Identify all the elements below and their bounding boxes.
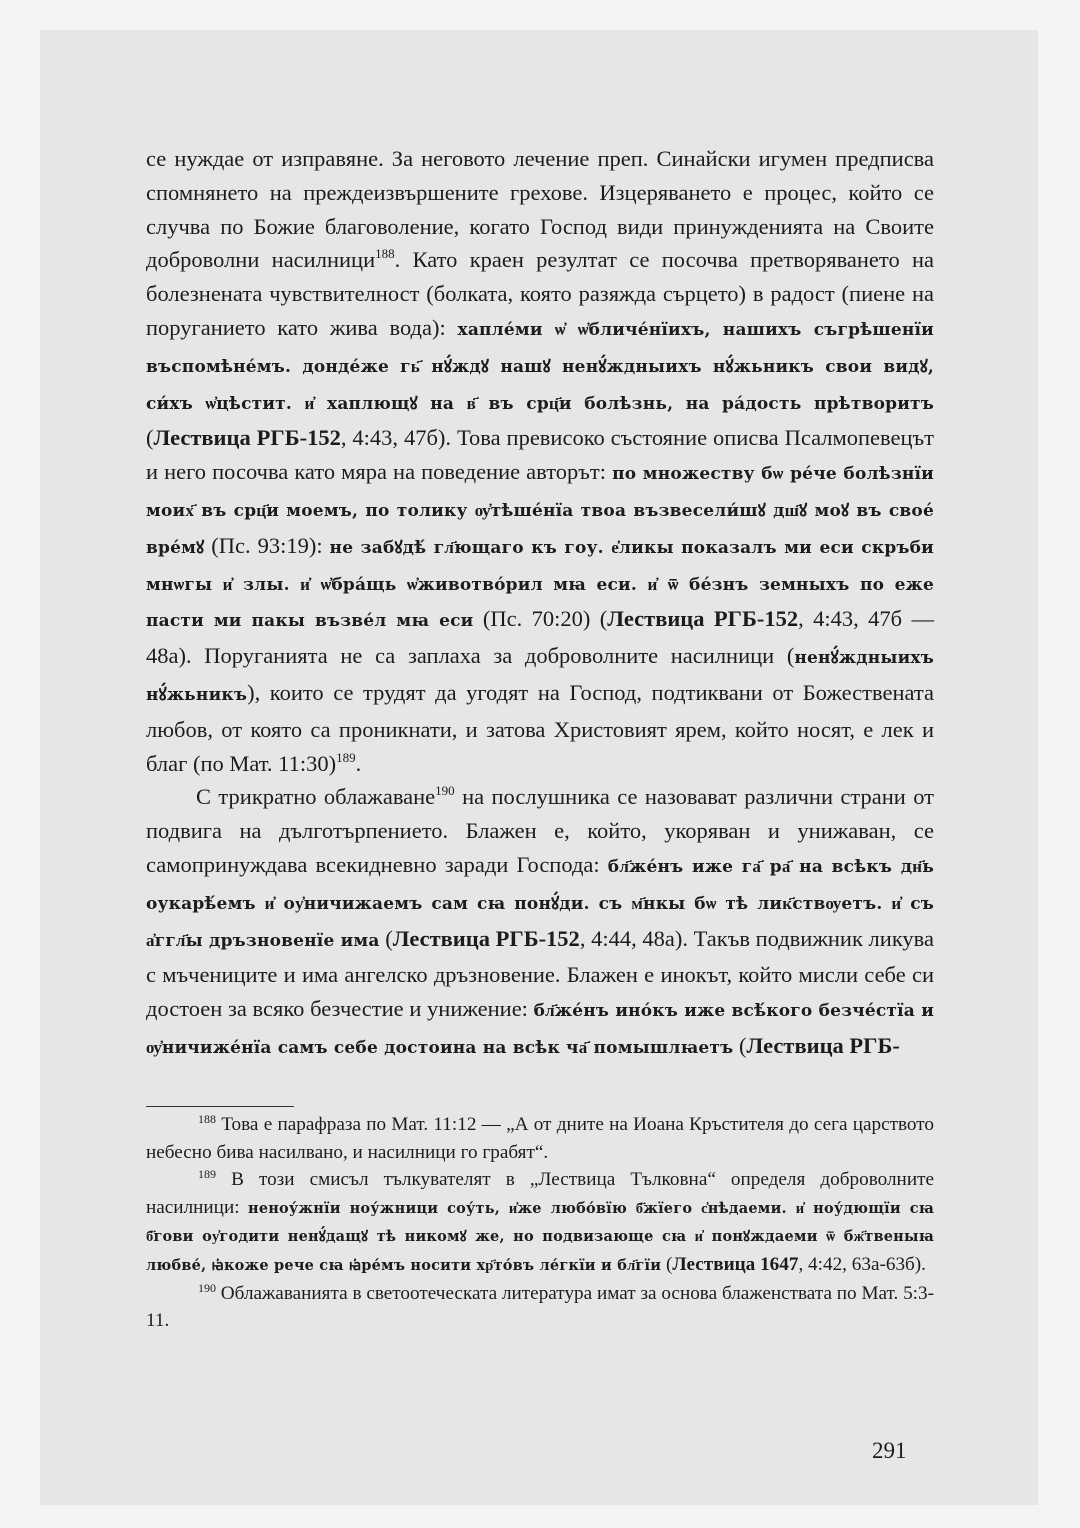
footnote-marker: 190 [435, 783, 455, 799]
text-run: ( [733, 1032, 747, 1058]
text-run: се нуждае от изправяне. За неговото лечение преп. Синайски игумен предписва спомнянето на преждеизвършените грехове. Изцеряването е процес, който се случва по Божие благоволение, когато Господ види принужденията на Своите доброволни насилници [146, 146, 934, 273]
footnote-marker: 189 [336, 749, 356, 765]
source-reference: Лествица 1647 [672, 1253, 799, 1275]
text-run: ), които се трудят да угодят на Господ, подтиквани от Божествената любов, от която са проникнати, и затова Христовият ярем, който носят, е лек и благ (по Мат. 11:30) [146, 679, 934, 776]
paragraph-1 [146, 142, 934, 780]
text-run: В този смисъл тълкувателят в „Лествица Тълковна“ определя доброволните насилници: [146, 1169, 934, 1218]
source-reference: Лествица РГБ-152 [153, 425, 341, 451]
slavonic-quote: ненꙋ́ждныихъ нꙋ́жьникъ [146, 648, 934, 705]
text-run: на послушника се назовават различни страни от подвига на дълготърпението. Блажен е, който, укоряван и унижаван, се самопринуждава всекидневно заради Господа: [146, 784, 935, 877]
slavonic-quote: бл҃же́нъ ино́къ иже всѣ́кого безче́стїа и ѹ҆ничиже́нїа самъ себе достоина на всѣк ча҃ помышлꙗетъ [146, 1001, 935, 1058]
text-run: . Като краен резултат се посочва претворяването на болезнената чувствителност (болката, която разяжда сърцето) в радост (пиене на поруганието като жива вода): [146, 247, 935, 340]
source-reference: Лествица РГБ-152 [392, 925, 580, 951]
footnote-188 [146, 1111, 934, 1166]
footnote-separator [146, 1106, 294, 1107]
text-run: С трикратно облажаване [196, 784, 436, 810]
footnote-marker: 188 [375, 246, 395, 262]
text-run: , 4:42, 63а-63б). [798, 1253, 926, 1275]
source-reference: Лествица РГБ-152 [607, 606, 799, 632]
text-run: ( [379, 925, 393, 951]
footnote-marker: 190 [198, 1280, 216, 1295]
text-run: . [355, 750, 362, 776]
source-reference: Лествица РГБ- [746, 1032, 900, 1058]
text-run: (Пс. 93:19): [204, 532, 330, 558]
footnotes [146, 1111, 934, 1335]
footnote-marker: 188 [198, 1112, 216, 1126]
paragraph-2 [146, 780, 934, 1065]
text-run: Това е парафраза по Мат. 11:12 — „А от дните на Иоана Кръстителя до сега царството небесно бива насилвано, и насилници го грабят“. [146, 1114, 934, 1163]
slavonic-quote: хапле́ми ѡ҆ ѡ҆бличе́нїихъ, нашихъ съгрѣшенїи въспомѣне́мъ. донде́же гь҃ нꙋ́ждꙋ нашꙋ ненꙋ́ждныихъ нꙋ́жьникъ свои видꙋ, си́хъ ѡ҆цѣстит. и҆ хаплющꙋ на в҃ въ срц҃и болѣзнь, на ра́дость прѣтворитъ [146, 319, 934, 414]
slavonic-quote: по множеству бѡ ре́че болѣзнїи моих҃ въ срц҃и моемъ, по толику ѹ҆тѣше́нїа твоа възвесели́шꙋ дш҃ꙋ моꙋ въ свое́ вре́мꙋ [146, 464, 934, 558]
text-run: ( [146, 425, 154, 451]
slavonic-quote: не забꙋдѣ́ гл҃ющаго къ гоу. е҆ликы показалъ ми еси скръби мнѡгы и҆ злы. и҆ ѡ҆бра́щь ѡ҆животво́рил мꙗ еси. и҆ ѿ бе́знъ земныхъ по еже пасти ми пакы възве́л мꙗ еси [146, 537, 934, 632]
footnote-189 [146, 1166, 934, 1279]
text-run: , 4:43, 47б — 48а). Поруганията не са заплаха за доброволните насилници ( [146, 606, 935, 669]
page-number: 291 [872, 1438, 907, 1463]
footnote-marker: 189 [198, 1167, 216, 1182]
text-run: (Пс. 70:20) ( [473, 606, 608, 632]
text-run: , 4:44, 48а). Такъв подвижник ликува с мъчениците и има ангелско дръзновение. Блажен е инокът, който мисли себе си достоен за всяко безчестие и унижение: [146, 925, 934, 1022]
text-run: Облажаванията в светоотеческата литература имат за основа блаженствата по Мат. 5:3-11. [146, 1282, 934, 1332]
footnote-190 [146, 1280, 934, 1335]
text-run: ( [661, 1253, 673, 1275]
main-text [146, 142, 934, 1066]
text-run: , 4:43, 47б). Това превисоко състояние описва Псалмопевецът и него посочва като мяра на поведение авторът: [146, 425, 934, 485]
slavonic-quote: бл҃же́нъ иже га҃ ра҃ на всѣкъ дн҃ь оукарѣ́емъ и҆ оу҆ничижаемъ сам сꙗ понꙋ́ди. съ м҃нкы бѡ тѣ лик҃ствѹетъ. и҆ съ а҆ггл҃ы дръзновенїе има [146, 856, 935, 951]
slavonic-quote: неноу́жнїи ноу́жници соу́ть, и҆же любо́вїю б҃жїего с҆нѣдаеми. и҆ ноу́дющїи сꙗ б҃гови оу҆годити ненꙋ́дащꙋ тѣ никомꙋ же, но подвизающе сꙗ и҆ понꙋждаеми ѿ бж҃твеныꙗ любве́, ꙗ҆коже рече сꙗ ꙗ҆ре́мъ носити хр҃то́въ ле́гкїи и бл҃гїи [146, 1199, 934, 1274]
